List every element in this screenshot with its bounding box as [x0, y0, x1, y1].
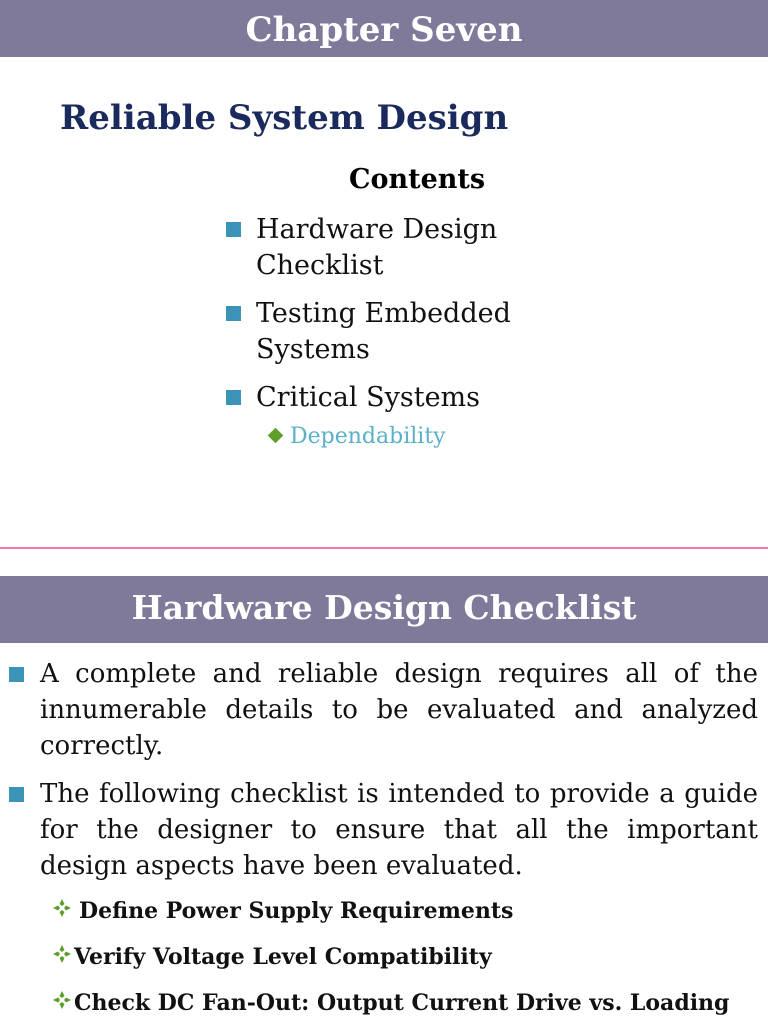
- four-diamond-bullet-icon: [52, 990, 72, 1010]
- toc-item-critical-systems: [226, 380, 546, 416]
- square-bullet-icon: [226, 306, 241, 321]
- toc-item-testing: [226, 296, 546, 368]
- diamond-bullet-icon: [268, 428, 284, 444]
- body-bullet: [40, 656, 758, 764]
- checklist-label: Verify Voltage Level Compatibility: [74, 944, 492, 970]
- checklist-item: [52, 942, 768, 972]
- slide-gap: [0, 549, 768, 576]
- toc-item-label: Testing Embedded Systems: [256, 298, 511, 365]
- table-of-contents: [226, 212, 546, 452]
- toc-subitem-label: Dependability: [290, 424, 446, 449]
- slide-hardware-design-checklist: [0, 576, 768, 1024]
- toc-item-label: Critical Systems: [256, 382, 481, 413]
- chapter-banner: Chapter Seven: [0, 0, 768, 57]
- four-diamond-bullet-icon: [52, 944, 72, 964]
- contents-heading: Contents: [349, 164, 486, 195]
- checklist-label: Check DC Fan-Out: Output Current Drive vs. Loading: [74, 990, 730, 1016]
- checklist-item: [52, 988, 768, 1018]
- slide-subtitle: Reliable System Design: [60, 98, 509, 138]
- checklist-banner: Hardware Design Checklist: [0, 576, 768, 643]
- toc-item-label: Hardware Design Checklist: [256, 214, 498, 281]
- square-bullet-icon: [226, 390, 241, 405]
- body-bullet: [40, 776, 758, 884]
- square-bullet-icon: [9, 667, 24, 682]
- checklist-label: Define Power Supply Requirements: [79, 898, 514, 924]
- checklist-item: [52, 896, 768, 926]
- slide-body: [0, 656, 768, 1034]
- square-bullet-icon: [226, 222, 241, 237]
- toc-subitem-dependability: [270, 422, 546, 452]
- square-bullet-icon: [9, 787, 24, 802]
- four-diamond-bullet-icon: [52, 898, 72, 918]
- bullet-text: A complete and reliable design requires all of the innumerable details to be evaluated and analyzed correctly.: [40, 659, 758, 761]
- toc-item-hardware-design: [226, 212, 546, 284]
- bullet-text: The following checklist is intended to provide a guide for the designer to ensure that all the important design aspects have been evaluated.: [40, 779, 758, 881]
